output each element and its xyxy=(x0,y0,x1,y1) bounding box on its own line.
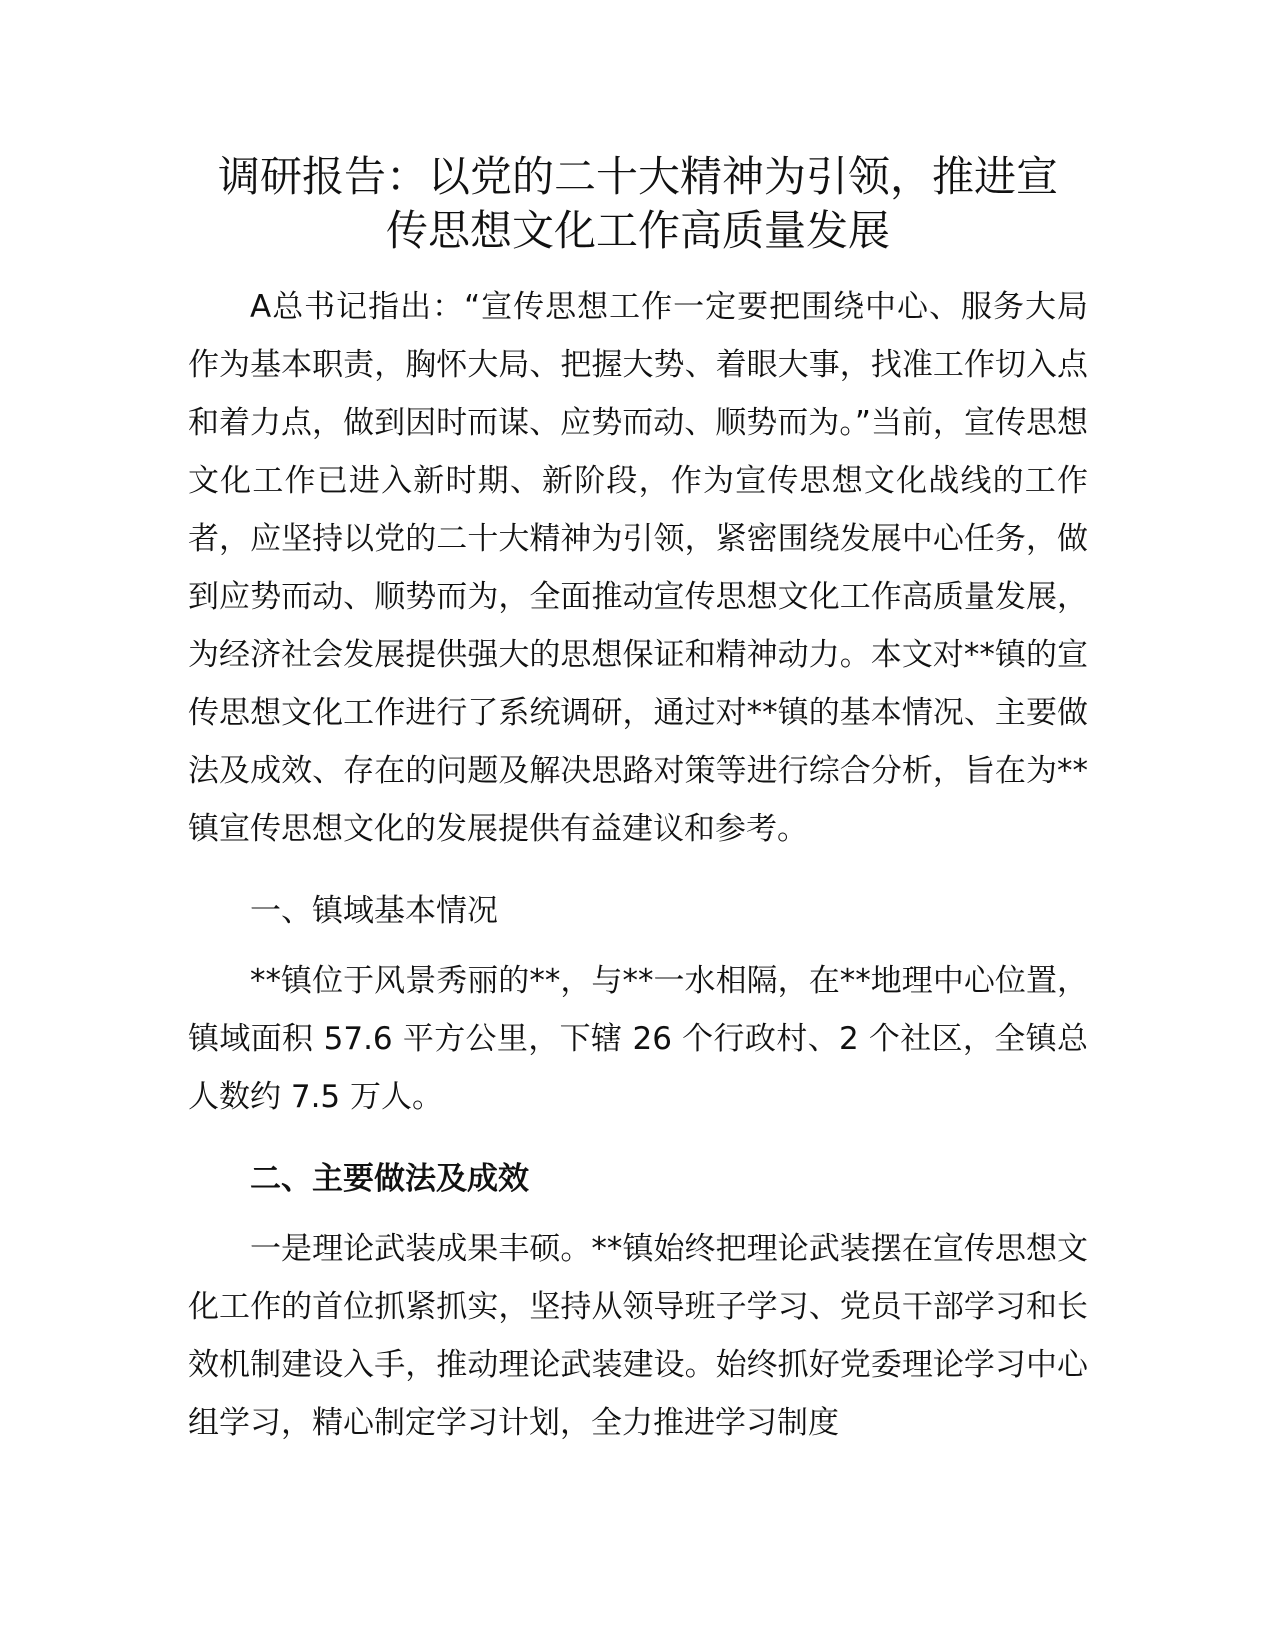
section-2-paragraph: 一是理论武装成果丰硕。**镇始终把理论武装摆在宣传思想文化工作的首位抓紧抓实，坚持从领导班子学习、党员干部学习和长效机制建设入手，推动理论武装建设。始终抓好党委理论学习中心组学习，精心制定学习计划，全力推进学习制度 xyxy=(188,1231,1088,1441)
intro-paragraph: A总书记指出：“宣传思想工作一定要把围绕中心、服务大局作为基本职责，胸怀大局、把握大势、着眼大事，找准工作切入点和着力点，做到因时而谋、应势而动、顺势而为。”当前，宣传思想文化工作已进入新时期、新阶段，作为宣传思想文化战线的工作者，应坚持以党的二十大精神为引领，紧密围绕发展中心任务，做到应势而动、顺势而为，全面推动宣传思想文化工作高质量发展，为经济社会发展提供强大的思想保证和精神动力。本文对**镇的宣传思想文化工作进行了系统调研，通过对**镇的基本情况、主要做法及成效、存在的问题及解决思路对策等进行综合分析，旨在为**镇宣传思想文化的发展提供有益建议和参考。 xyxy=(188,289,1088,847)
document-page xyxy=(188,150,1088,1452)
section-2-heading: 二、主要做法及成效 xyxy=(250,1161,529,1197)
document-title xyxy=(188,150,1088,258)
title-line-1: 调研报告：以党的二十大精神为引领，推进宣 xyxy=(217,152,1058,201)
section-1-heading: 一、镇域基本情况 xyxy=(250,893,498,929)
title-line-2: 传思想文化工作高质量发展 xyxy=(385,206,890,255)
section-1-paragraph: **镇位于风景秀丽的**，与**一水相隔，在**地理中心位置，镇域面积 57.6 平方公里，下辖 26 个行政村、2 个社区，全镇总人数约 7.5 万人。 xyxy=(188,963,1088,1115)
